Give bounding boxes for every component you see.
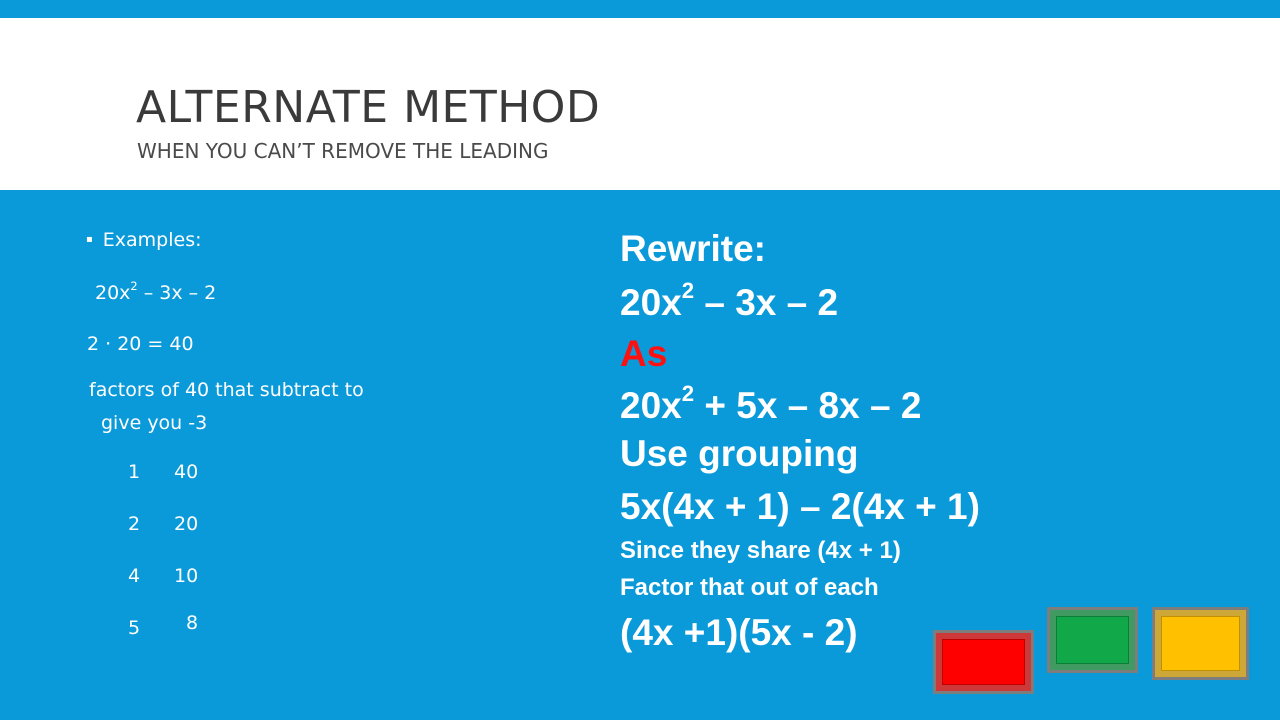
- title-panel: [0, 18, 1280, 190]
- factor-pair-a: 5: [128, 617, 141, 639]
- rewritten-expression: [620, 381, 922, 427]
- green-action-button[interactable]: [1047, 607, 1138, 673]
- factor-pair-b: 10: [174, 565, 199, 587]
- examples-heading: [86, 229, 202, 251]
- original-rest: – 3x – 2: [694, 282, 839, 323]
- result-expression: (4x +1)(5x - 2): [620, 612, 858, 653]
- factor-out-line: Factor that out of each: [620, 574, 879, 601]
- factor-pair-a: 2: [128, 513, 141, 535]
- slide-title: ALTERNATE METHOD: [136, 82, 601, 133]
- yellow-action-button[interactable]: [1152, 607, 1249, 680]
- expression-exponent: 2: [130, 279, 138, 294]
- since-share-line: Since they share (4x + 1): [620, 537, 901, 564]
- factors-line-1: factors of 40 that subtract to: [89, 379, 364, 401]
- factor-pair-a: 4: [128, 565, 141, 587]
- example-expression: [95, 279, 217, 304]
- original-expression: [620, 278, 839, 324]
- original-base: 20x: [620, 282, 682, 323]
- bullet-icon: ▪: [86, 234, 93, 245]
- expression-base: 20x: [95, 282, 131, 304]
- top-accent-band: [0, 0, 1280, 18]
- factor-pair-a: 1: [128, 461, 141, 483]
- use-grouping-label: Use grouping: [620, 433, 859, 474]
- as-label: As: [620, 333, 668, 374]
- factor-pair-b: 40: [174, 461, 199, 483]
- slide-subtitle: WHEN YOU CAN’T REMOVE THE LEADING: [137, 139, 549, 163]
- factors-line-2: give you -3: [101, 412, 208, 434]
- grouped-expression: 5x(4x + 1) – 2(4x + 1): [620, 486, 980, 527]
- rewrite-label: Rewrite:: [620, 228, 766, 269]
- red-action-button[interactable]: [933, 630, 1034, 694]
- examples-label: Examples:: [102, 229, 202, 251]
- original-exponent: 2: [681, 278, 695, 304]
- product-line: 2 · 20 = 40: [87, 333, 194, 355]
- rewritten-base: 20x: [620, 385, 682, 426]
- expression-rest: – 3x – 2: [137, 282, 217, 304]
- factor-pair-b: 20: [174, 513, 199, 535]
- factor-pair-b: 8: [186, 612, 199, 634]
- rewritten-exponent: 2: [681, 381, 695, 407]
- rewritten-rest: + 5x – 8x – 2: [694, 385, 922, 426]
